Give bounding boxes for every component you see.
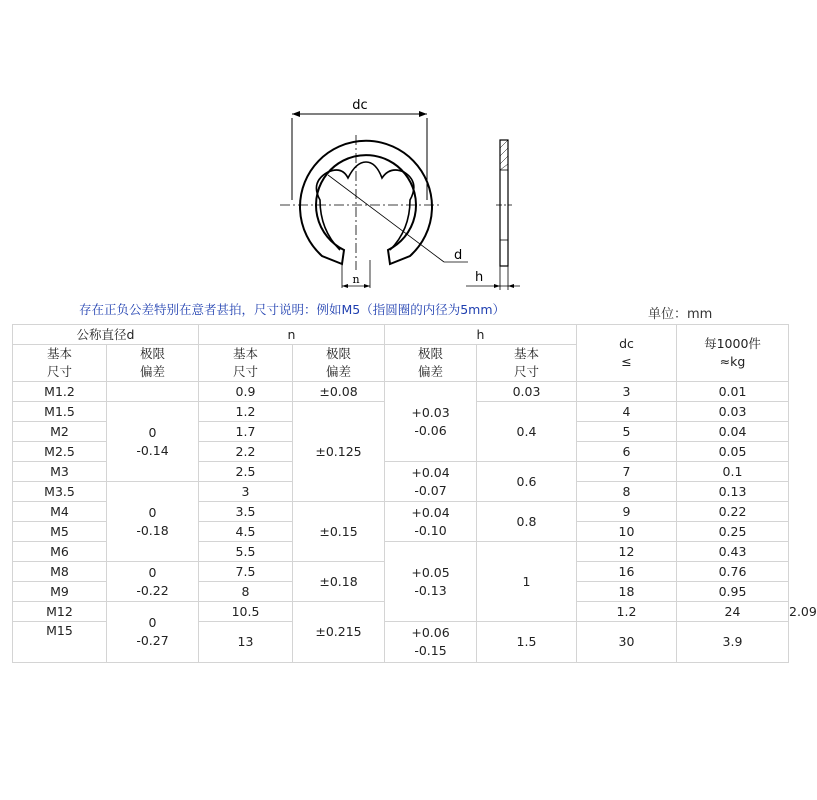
n-cell: 2.5 bbox=[199, 462, 293, 482]
header-n: n bbox=[199, 325, 385, 345]
header-h-basic: 基本 尺寸 bbox=[477, 345, 577, 382]
weight-cell: 0.95 bbox=[677, 582, 789, 602]
d-cell: M3.5 bbox=[13, 482, 107, 502]
table-row bbox=[13, 382, 789, 402]
header-n-basic: 基本 尺寸 bbox=[199, 345, 293, 382]
d-cell: M4 bbox=[13, 502, 107, 522]
n-cell: 10.5 bbox=[199, 602, 293, 622]
n-cell: 4.5 bbox=[199, 522, 293, 542]
h-basic-cell: 0.8 bbox=[477, 502, 577, 542]
d-cell: M9 bbox=[13, 582, 107, 602]
d-cell: M15 bbox=[13, 622, 107, 663]
header-d-basic: 基本 尺寸 bbox=[13, 345, 107, 382]
n-cell: 3.5 bbox=[199, 502, 293, 522]
dc-cell: 6 bbox=[577, 442, 677, 462]
dc-cell: 8 bbox=[577, 482, 677, 502]
d-tol-cell: 0 -0.14 bbox=[107, 402, 199, 482]
h-basic-cell: 1.5 bbox=[477, 622, 577, 663]
h-basic-cell: 0.6 bbox=[477, 462, 577, 502]
dc-cell: 24 bbox=[677, 602, 789, 622]
weight-cell: 0.1 bbox=[677, 462, 789, 482]
h-tol-cell: +0.04 -0.10 bbox=[385, 502, 477, 542]
h-tol-cell: +0.05 -0.13 bbox=[385, 542, 477, 622]
d-tol-cell: 0 -0.18 bbox=[107, 482, 199, 562]
h-tol-cell: +0.04 -0.07 bbox=[385, 462, 477, 502]
d-tol-cell: 0 -0.27 bbox=[107, 602, 199, 663]
header-h-tolerance: 极限 偏差 bbox=[385, 345, 477, 382]
size-note: 存在正负公差特别在意者甚拍，尺寸说明：例如M5（指圆圈的内径为5mm） bbox=[78, 302, 506, 317]
n-tol-cell: ±0.15 bbox=[293, 502, 385, 562]
e-clip-drawing bbox=[270, 90, 530, 295]
dc-cell: 4 bbox=[577, 402, 677, 422]
weight-cell: 0.22 bbox=[677, 502, 789, 522]
header-d-tolerance: 极限 偏差 bbox=[107, 345, 199, 382]
weight-cell: 3.9 bbox=[677, 622, 789, 663]
h-basic-cell: 0.4 bbox=[477, 402, 577, 462]
weight-cell: 0.13 bbox=[677, 482, 789, 502]
n-cell: 2.2 bbox=[199, 442, 293, 462]
header-weight: 每1000件 ≈kg bbox=[677, 325, 789, 382]
dc-cell: 9 bbox=[577, 502, 677, 522]
d-cell: M2.5 bbox=[13, 442, 107, 462]
n-tol-cell: ±0.215 bbox=[293, 602, 385, 663]
dc-cell: 12 bbox=[577, 542, 677, 562]
d-cell: M6 bbox=[13, 542, 107, 562]
d-cell: M2 bbox=[13, 422, 107, 442]
d-cell: M12 bbox=[13, 602, 107, 622]
n-cell: 1.2 bbox=[199, 402, 293, 422]
weight-cell: 0.01 bbox=[677, 382, 789, 402]
d-cell: M3 bbox=[13, 462, 107, 482]
weight-cell: 0.76 bbox=[677, 562, 789, 582]
dc-cell: 30 bbox=[577, 622, 677, 663]
weight-cell: 0.05 bbox=[677, 442, 789, 462]
n-cell: 13 bbox=[199, 622, 293, 663]
unit-label: 单位：mm bbox=[648, 307, 713, 322]
n-cell: 3 bbox=[199, 482, 293, 502]
n-tol-cell: ±0.18 bbox=[293, 562, 385, 602]
n-cell: 7.5 bbox=[199, 562, 293, 582]
d-cell: M8 bbox=[13, 562, 107, 582]
weight-cell: 0.25 bbox=[677, 522, 789, 542]
side-view bbox=[500, 140, 508, 266]
d-tol-cell: 0 -0.22 bbox=[107, 562, 199, 602]
h-basic-cell: 1 bbox=[477, 542, 577, 622]
h-tol-cell: +0.06 -0.15 bbox=[385, 622, 477, 663]
n-tol-cell: ±0.125 bbox=[293, 402, 385, 502]
h-basic-cell: 0.03 bbox=[477, 382, 577, 402]
dc-cell: 7 bbox=[577, 462, 677, 482]
d-tol-cell bbox=[107, 382, 199, 402]
n-label: n bbox=[352, 273, 360, 286]
d-cell: M1.2 bbox=[13, 382, 107, 402]
dc-cell: 5 bbox=[577, 422, 677, 442]
spec-table bbox=[12, 324, 817, 663]
header-n-tolerance: 极限 偏差 bbox=[293, 345, 385, 382]
n-cell: 1.7 bbox=[199, 422, 293, 442]
table-row: M12 0 -0.27 10.5 ±0.215 1.2 24 2.09 bbox=[13, 602, 789, 622]
n-tol-cell: ±0.08 bbox=[293, 382, 385, 402]
clip-inner-profile bbox=[316, 162, 413, 250]
n-cell: 8 bbox=[199, 582, 293, 602]
header-nominal-diameter: 公称直径d bbox=[13, 325, 199, 345]
h-tol-cell: +0.03 -0.06 bbox=[385, 382, 477, 462]
h-label: h bbox=[475, 270, 484, 285]
n-cell: 0.9 bbox=[199, 382, 293, 402]
h-basic-cell: 1.2 bbox=[577, 602, 677, 622]
dc-cell: 10 bbox=[577, 522, 677, 542]
d-cell: M1.5 bbox=[13, 402, 107, 422]
dc-cell: 18 bbox=[577, 582, 677, 602]
dc-label: dc bbox=[352, 98, 368, 113]
weight-cell: 0.43 bbox=[677, 542, 789, 562]
n-cell: 5.5 bbox=[199, 542, 293, 562]
header-h: h bbox=[385, 325, 577, 345]
dc-cell: 16 bbox=[577, 562, 677, 582]
d-cell: M5 bbox=[13, 522, 107, 542]
weight-cell: 0.03 bbox=[677, 402, 789, 422]
header-dc: dc ≤ bbox=[577, 325, 677, 382]
dc-cell: 3 bbox=[577, 382, 677, 402]
d-label: d bbox=[454, 248, 463, 263]
weight-cell: 0.04 bbox=[677, 422, 789, 442]
